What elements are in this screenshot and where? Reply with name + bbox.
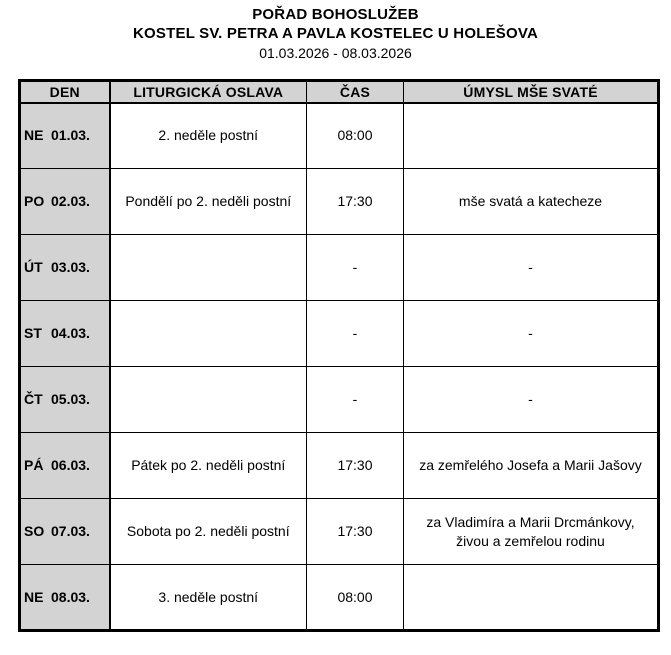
celebration-cell: Pátek po 2. neděli postní [110,433,307,499]
day-cell [20,235,110,301]
table-row [20,235,659,301]
church-name: KOSTEL SV. PETRA A PAVLA KOSTELEC U HOLEŠOVA [133,25,538,42]
day-cell [20,367,110,433]
day-cell [20,433,110,499]
day-cell [20,565,110,631]
intention-cell: za zemřelého Josefa a Marii Jašovy [404,433,659,499]
table-row [20,103,659,169]
document-title: POŘAD BOHOSLUŽEB [252,6,419,23]
celebration-cell [110,367,307,433]
header-cell-liturgicka-oslava: LITURGICKÁ OSLAVA [110,81,307,103]
day-date: 01.03. [51,127,90,144]
header-cell-umysl: ÚMYSL MŠE SVATÉ [404,81,659,103]
table-row [20,169,659,235]
day-date: 02.03. [51,193,90,209]
time-cell: 17:30 [307,433,404,499]
intention-cell [404,103,659,169]
celebration-cell: 3. neděle postní [110,565,307,631]
day-date: 05.03. [51,391,90,407]
day-abbr: NE [24,127,44,144]
time-cell: 17:30 [307,169,404,235]
day-date: 03.03. [51,259,90,275]
day-date: 04.03. [51,325,90,341]
time-cell: 17:30 [307,499,404,565]
schedule-table [18,79,660,632]
intention-cell [404,565,659,631]
day-cell [20,301,110,367]
day-cell [20,499,110,565]
intention-cell: - [404,235,659,301]
intention-cell: - [404,301,659,367]
day-abbr: ÚT [24,259,43,275]
celebration-cell: 2. neděle postní [110,103,307,169]
table-row [20,433,659,499]
header-cell-den: DEN [20,81,110,103]
intention-cell: mše svatá a katecheze [404,169,659,235]
day-abbr: ČT [24,391,43,407]
table-row [20,301,659,367]
celebration-cell: Sobota po 2. neděli postní [110,499,307,565]
celebration-cell: Pondělí po 2. neděli postní [110,169,307,235]
table-header-row [20,81,659,103]
table-row [20,367,659,433]
time-cell: - [307,301,404,367]
intention-cell: - [404,367,659,433]
day-cell [20,169,110,235]
table-row [20,499,659,565]
day-abbr: NE [24,588,44,605]
table-row [20,565,659,631]
day-cell [20,103,110,169]
header-cell-cas: ČAS [307,81,404,103]
day-abbr: SO [24,523,45,539]
day-abbr: ST [24,325,42,341]
time-cell: 08:00 [307,565,404,631]
title-block [0,0,671,62]
day-abbr: PÁ [24,457,44,473]
day-date: 08.03. [51,588,90,605]
time-cell: 08:00 [307,103,404,169]
celebration-cell [110,301,307,367]
time-cell: - [307,367,404,433]
time-cell: - [307,235,404,301]
day-date: 07.03. [51,523,90,539]
intention-cell: za Vladimíra a Marii Drcmánkovy, živou a zemřelou rodinu [404,499,659,565]
day-abbr: PO [24,193,45,209]
date-range: 01.03.2026 - 08.03.2026 [259,45,412,61]
day-date: 06.03. [51,457,90,473]
celebration-cell [110,235,307,301]
